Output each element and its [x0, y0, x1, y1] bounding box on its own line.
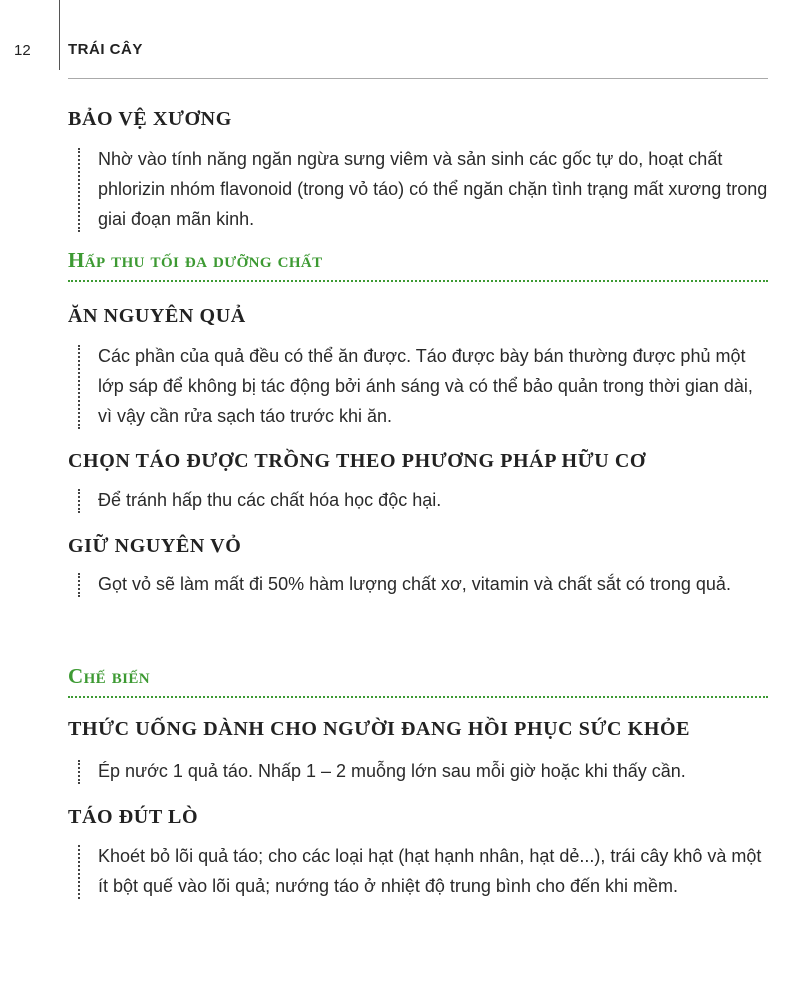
text-block-giu-nguyen-vo [78, 569, 768, 599]
heading-thuc-uong: THỨC UỐNG DÀNH CHO NGƯỜI ĐANG HỒI PHỤC SỨC KHỎE [68, 718, 691, 740]
dotted-margin-line [78, 760, 80, 784]
paragraph-an-nguyen-qua: Các phần của quả đều có thể ăn được. Táo được bày bán thường được phủ một lớp sáp để không bị tác động bởi ánh sáng và có thể bảo quản trong thời gian dài, vì vậy cần rửa sạch táo trước khi ăn. [98, 346, 753, 426]
dotted-margin-line [78, 573, 80, 597]
heading-giu-nguyen-vo: GIỮ NGUYÊN VỎ [68, 535, 242, 557]
text-block-an-nguyen-qua [78, 341, 768, 431]
text-block-tao-dut-lo [78, 841, 768, 901]
paragraph-giu-nguyen-vo: Gọt vỏ sẽ làm mất đi 50% hàm lượng chất xơ, vitamin và chất sắt có trong quả. [98, 574, 731, 594]
paragraph-bao-ve-xuong: Nhờ vào tính năng ngăn ngừa sưng viêm và sản sinh các gốc tự do, hoạt chất phlorizin nhóm flavonoid (trong vỏ táo) có thể ngăn chặn tình trạng mất xương trong giai đoạn mãn kinh. [98, 149, 768, 229]
paragraph-thuc-uong: Ép nước 1 quả táo. Nhấp 1 – 2 muỗng lớn sau mỗi giờ hoặc khi thấy cần. [98, 761, 686, 781]
dotted-margin-line [78, 148, 80, 232]
running-title: TRÁI CÂY [68, 41, 143, 58]
page-header [0, 38, 800, 70]
text-block-thuc-uong [78, 756, 768, 786]
section-dotted-rule [68, 696, 768, 698]
heading-chon-tao-huu-co: CHỌN TÁO ĐƯỢC TRỒNG THEO PHƯƠNG PHÁP HỮU CƠ [68, 450, 647, 472]
dotted-margin-line [78, 489, 80, 513]
paragraph-tao-dut-lo: Khoét bỏ lõi quả táo; cho các loại hạt (hạt hạnh nhân, hạt dẻ...), trái cây khô và một ít bột quế vào lõi quả; nướng táo ở nhiệt độ trung bình cho đến khi mềm. [98, 846, 762, 896]
heading-bao-ve-xuong: BẢO VỆ XƯƠNG [68, 108, 232, 130]
section-che-bien [68, 664, 768, 692]
section-hap-thu [68, 248, 768, 276]
section-dotted-rule [68, 280, 768, 282]
dotted-margin-line [78, 345, 80, 429]
paragraph-chon-tao-huu-co: Để tránh hấp thu các chất hóa học độc hại. [98, 490, 442, 510]
section-title-che-bien: Chế biến [68, 664, 150, 688]
dotted-margin-line [78, 845, 80, 899]
heading-an-nguyen-qua: ĂN NGUYÊN QUẢ [68, 305, 246, 327]
section-title-hap-thu: Hấp thu tối đa dưỡng chất [68, 248, 323, 272]
text-block-chon-tao-huu-co [78, 485, 768, 515]
page-number: 12 [14, 42, 31, 59]
text-block-bao-ve-xuong [78, 144, 768, 234]
heading-tao-dut-lo: TÁO ĐÚT LÒ [68, 806, 199, 828]
header-divider [68, 78, 768, 79]
